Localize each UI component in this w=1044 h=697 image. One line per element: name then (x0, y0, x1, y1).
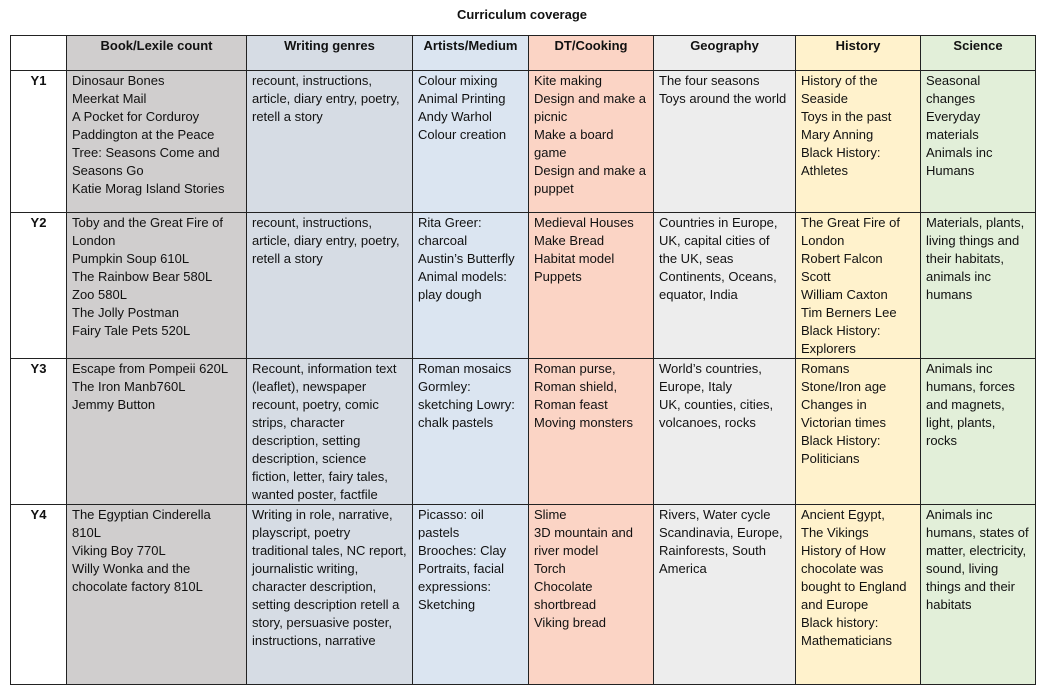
cell-line: Make Bread (534, 233, 605, 248)
cell-line: Andy Warhol (418, 109, 492, 124)
cell-line: Romans (801, 361, 850, 376)
table-row (11, 359, 1036, 505)
header-science: Science (921, 36, 1036, 71)
cell-line: Toys around the world (659, 91, 787, 106)
cell-line: Mary Anning (801, 127, 874, 142)
cell-line: Black History: Athletes (801, 145, 881, 178)
page-title: Curriculum coverage (456, 7, 588, 22)
table-row (11, 71, 1036, 213)
cell-line: Animal models: play dough (418, 269, 507, 302)
cell-line: Design and make a picnic (534, 91, 647, 124)
cell-line: Animals inc humans, states of matter, electricity, sound, living things and their habitats (926, 507, 1029, 612)
cell-line: Medieval Houses (534, 215, 634, 230)
cell-line: Zoo 580L (72, 287, 127, 302)
cell-line: Viking bread (534, 615, 607, 630)
header-writing: Writing genres (247, 36, 413, 71)
cell-dt (529, 359, 654, 505)
cell-line: The Egyptian Cinderella 810L (72, 507, 211, 540)
cell-line: Torch (534, 561, 566, 576)
cell-book (67, 213, 247, 359)
cell-line: Animals inc humans, forces and magnets, light, plants, rocks (926, 361, 1015, 448)
cell-line: Roman mosaics (418, 361, 512, 376)
curriculum-table (10, 35, 1036, 685)
cell-line: Make a board game (534, 127, 614, 160)
year-label: Y1 (11, 71, 67, 213)
year-label: Y3 (11, 359, 67, 505)
cell-line: Design and make a puppet (534, 163, 647, 196)
cell-dt (529, 213, 654, 359)
cell-line: Black History: Politicians (801, 433, 881, 466)
cell-line: Tim Berners Lee (801, 305, 897, 320)
cell-writing (247, 71, 413, 213)
cell-writing (247, 213, 413, 359)
cell-science (921, 505, 1036, 685)
cell-geography (654, 71, 796, 213)
cell-line: Puppets (534, 269, 582, 284)
cell-line: Black history: Mathematicians (801, 615, 893, 648)
cell-artists (413, 505, 529, 685)
cell-line: Robert Falcon Scott (801, 251, 883, 284)
cell-line: The Vikings (801, 525, 869, 540)
cell-line: Continents, Oceans, equator, India (659, 269, 777, 302)
cell-line: History of the Seaside (801, 73, 878, 106)
cell-line: Pumpkin Soup 610L (72, 251, 190, 266)
cell-line: Everyday materials (926, 109, 981, 142)
cell-line: History of How chocolate was bought to England and Europe (801, 543, 907, 612)
cell-line: Willy Wonka and the chocolate factory 810L (72, 561, 203, 594)
cell-artists (413, 213, 529, 359)
cell-geography (654, 359, 796, 505)
cell-line: Viking Boy 770L (72, 543, 166, 558)
cell-line: Toys in the past (801, 109, 892, 124)
cell-line: Roman shield, (534, 379, 618, 394)
cell-line: The Great Fire of London (801, 215, 900, 248)
cell-line: Colour creation (418, 127, 507, 142)
cell-line: World’s countries, Europe, Italy (659, 361, 762, 394)
cell-history (796, 71, 921, 213)
cell-line: Roman purse, (534, 361, 616, 376)
cell-line: The four seasons (659, 73, 760, 88)
cell-line: Jemmy Button (72, 397, 156, 412)
cell-geography (654, 505, 796, 685)
cell-book (67, 505, 247, 685)
table-row (11, 505, 1036, 685)
cell-line: Ancient Egypt, (801, 507, 885, 522)
cell-line: Escape from Pompeii 620L (72, 361, 229, 376)
header-book: Book/Lexile count (67, 36, 247, 71)
cell-line: recount, instructions, article, diary entry, poetry, retell a story (252, 215, 400, 266)
year-label: Y2 (11, 213, 67, 359)
header-artists: Artists/Medium (413, 36, 529, 71)
cell-line: Seasonal changes (926, 73, 981, 106)
cell-line: The Iron Manb760L (72, 379, 186, 394)
cell-line: The Rainbow Bear 580L (72, 269, 213, 284)
cell-line: Austin’s Butterfly (418, 251, 515, 266)
cell-line: Katie Morag Island Stories (72, 181, 225, 196)
cell-line: Rivers, Water cycle Scandinavia, Europe, Rainforests, South America (659, 507, 783, 576)
cell-line: Habitat model (534, 251, 615, 266)
cell-line: The Jolly Postman (72, 305, 179, 320)
header-geography: Geography (654, 36, 796, 71)
cell-line: A Pocket for Corduroy (72, 109, 200, 124)
cell-line: Slime (534, 507, 567, 522)
cell-science (921, 71, 1036, 213)
cell-science (921, 359, 1036, 505)
cell-line: Roman feast (534, 397, 608, 412)
cell-line: Dinosaur Bones (72, 73, 165, 88)
cell-writing (247, 359, 413, 505)
cell-line: Moving monsters (534, 415, 633, 430)
cell-line: Changes in Victorian times (801, 397, 887, 430)
cell-line: 3D mountain and river model (534, 525, 634, 558)
cell-book (67, 71, 247, 213)
cell-line: Kite making (534, 73, 602, 88)
cell-line: Fairy Tale Pets 520L (72, 323, 191, 338)
header-history: History (796, 36, 921, 71)
cell-line: Colour mixing (418, 73, 498, 88)
cell-line: Writing in role, narrative, playscript, poetry (252, 507, 393, 540)
cell-line: Countries in Europe, UK, capital cities of the UK, seas (659, 215, 778, 266)
cell-line: Stone/Iron age (801, 379, 887, 394)
cell-book (67, 359, 247, 505)
cell-line: Picasso: oil pastels (418, 507, 484, 540)
cell-line: Rita Greer: charcoal (418, 215, 482, 248)
cell-dt (529, 505, 654, 685)
cell-history (796, 213, 921, 359)
cell-dt (529, 71, 654, 213)
cell-history (796, 505, 921, 685)
cell-line: Recount, information text (leaflet), newspaper recount, poetry, comic strips, character description, setting description, science fiction, letter, fairy tales, wanted poster, factfile (252, 361, 397, 502)
cell-line: Chocolate shortbread (534, 579, 597, 612)
cell-history (796, 359, 921, 505)
table-row (11, 213, 1036, 359)
cell-line: Materials, plants, living things and their habitats, animals inc humans (926, 215, 1025, 302)
cell-line: Meerkat Mail (72, 91, 147, 106)
cell-line: UK, counties, cities, volcanoes, rocks (659, 397, 774, 430)
cell-line: Black History: Explorers (801, 323, 881, 356)
header-row (11, 36, 1036, 71)
cell-line: recount, instructions, article, diary entry, poetry, retell a story (252, 73, 400, 124)
header-dt: DT/Cooking (529, 36, 654, 71)
cell-line: William Caxton (801, 287, 888, 302)
cell-artists (413, 71, 529, 213)
cell-line: Brooches: Clay Portraits, facial expressions: Sketching (418, 543, 507, 612)
cell-writing (247, 505, 413, 685)
cell-artists (413, 359, 529, 505)
cell-line: Gormley: sketching Lowry: chalk pastels (418, 379, 515, 430)
cell-line: Animal Printing (418, 91, 506, 106)
cell-line: Toby and the Great Fire of London (72, 215, 224, 248)
cell-geography (654, 213, 796, 359)
cell-line: Paddington at the Peace Tree: Seasons Come and Seasons Go (72, 127, 220, 178)
cell-line: traditional tales, NC report, journalistic writing, character description, setting description retell a story, persuasive poster, instructions, narrative (252, 543, 407, 648)
cell-line: Animals inc Humans (926, 145, 993, 178)
cell-science (921, 213, 1036, 359)
header-year (11, 36, 67, 71)
year-label: Y4 (11, 505, 67, 685)
